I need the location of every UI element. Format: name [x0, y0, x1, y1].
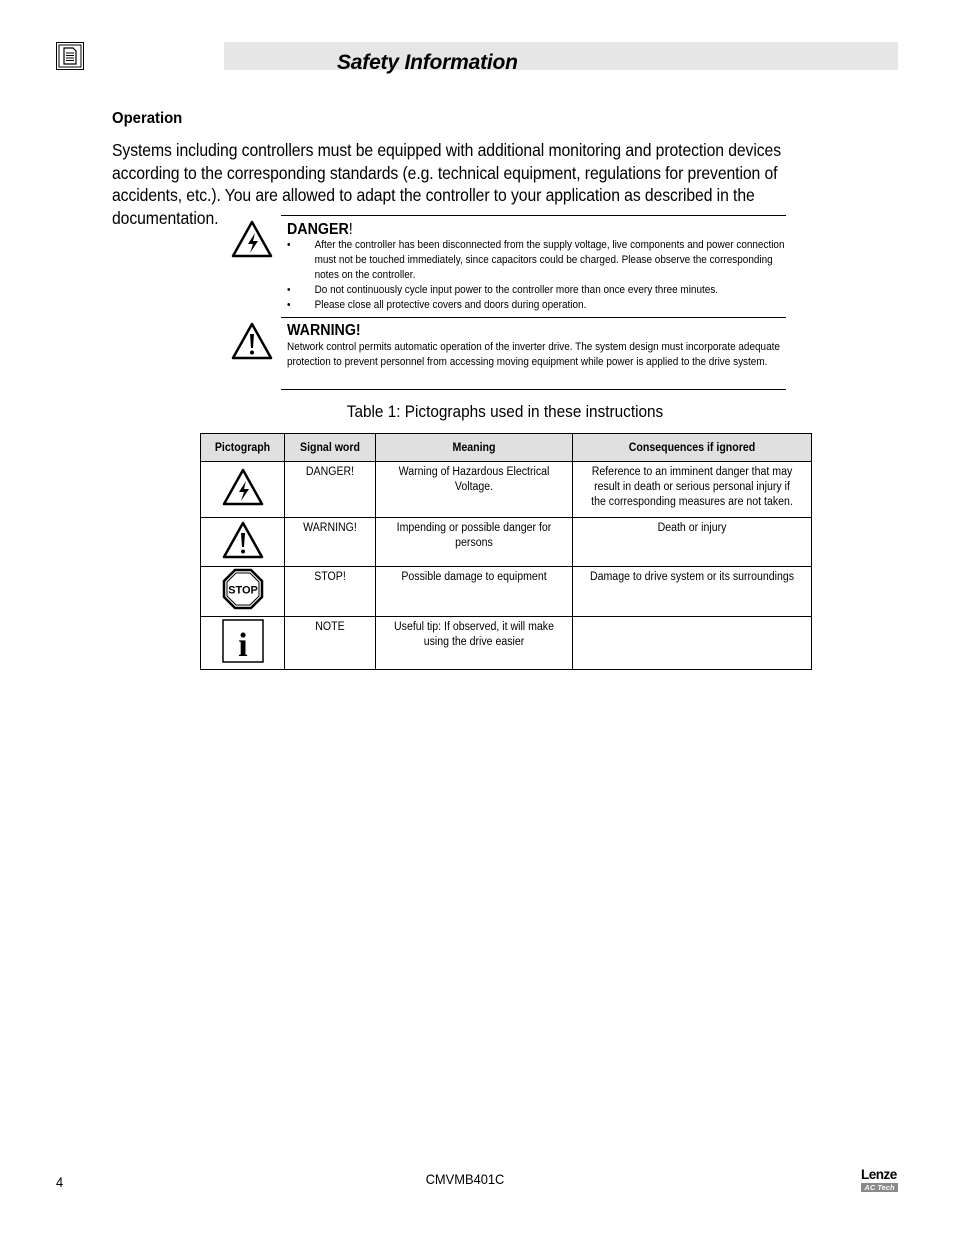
table-row	[201, 617, 812, 670]
signal-word-cell: DANGER!	[285, 462, 376, 518]
svg-text:STOP: STOP	[227, 584, 258, 597]
table-row	[201, 567, 812, 617]
section-heading: Operation	[112, 110, 183, 127]
warning-text: Network control permits automatic operation of the inverter drive. The system design must incorporate adequate protection to prevent personnel from accessing moving equipment while power is applied to the drive system.	[287, 341, 780, 368]
consequence-cell: Reference to an imminent danger that may result in death or serious personal injury if the corresponding measures are not taken.	[573, 462, 812, 518]
electrical-hazard-icon	[231, 220, 273, 263]
svg-text:i: i	[237, 626, 248, 663]
meaning-cell: Impending or possible danger for persons	[376, 518, 573, 567]
document-icon	[56, 42, 84, 70]
column-header: Consequences if ignored	[573, 434, 812, 462]
pictograph-cell	[201, 518, 285, 567]
signal-word-cell: STOP!	[285, 567, 376, 617]
electrical-hazard-icon	[222, 468, 264, 506]
warning-icon	[222, 521, 264, 559]
table-header-row	[201, 434, 812, 462]
pictograph-cell	[201, 462, 285, 518]
column-header: Pictograph	[201, 434, 285, 462]
danger-top-rule	[281, 215, 786, 216]
warning-bottom-rule	[281, 389, 786, 390]
table-caption: Table 1: Pictographs used in these instructions	[346, 403, 664, 421]
header-bar	[224, 42, 898, 70]
column-header: Signal word	[285, 434, 376, 462]
column-header: Meaning	[376, 434, 573, 462]
danger-bullet: • After the controller has been disconnected from the supply voltage, live components and power connection must not be touched immediately, since capacitors could be charged. Please observe the corresponding notes on the controller.	[287, 238, 785, 283]
meaning-cell: Possible damage to equipment	[376, 567, 573, 617]
consequence-cell	[573, 617, 812, 670]
pictograph-cell	[201, 567, 285, 617]
consequence-cell: Damage to drive system or its surroundings	[573, 567, 812, 617]
section-body: Systems including controllers must be equipped with additional monitoring and protection devices according to the corresponding standards (e.g. technical equipment, regulations for prevention of accidents, etc.). You are allowed to adapt the controller to your application as described in the documentation.	[112, 140, 781, 228]
pictograph-cell	[201, 617, 285, 670]
warning-title: WARNING!	[287, 322, 361, 339]
meaning-cell: Warning of Hazardous Electrical Voltage.	[376, 462, 573, 518]
danger-bullet: • Please close all protective covers and doors during operation.	[287, 298, 785, 313]
danger-title: DANGER!	[287, 221, 353, 238]
brand-logo: Lenze	[861, 1167, 897, 1182]
danger-bottom-rule	[281, 317, 786, 318]
page-number: 4	[56, 1174, 64, 1190]
signal-word-cell: NOTE	[285, 617, 376, 670]
danger-bullet: • Do not continuously cycle input power to the controller more than once every three minutes.	[287, 283, 785, 298]
table-row	[201, 518, 812, 567]
page-title: Safety Information	[337, 51, 518, 74]
info-icon	[222, 619, 264, 663]
meaning-cell: Useful tip: If observed, it will make using the drive easier	[376, 617, 573, 670]
document-code: CMVMB401C	[425, 1171, 505, 1187]
brand-logo-subtitle: AC Tech	[861, 1183, 898, 1192]
warning-icon	[231, 322, 273, 365]
consequence-cell: Death or injury	[573, 518, 812, 567]
stop-icon	[222, 568, 264, 610]
table-row	[201, 462, 812, 518]
danger-bullet-list	[287, 238, 785, 313]
signal-word-cell: WARNING!	[285, 518, 376, 567]
pictograph-table	[200, 433, 812, 670]
